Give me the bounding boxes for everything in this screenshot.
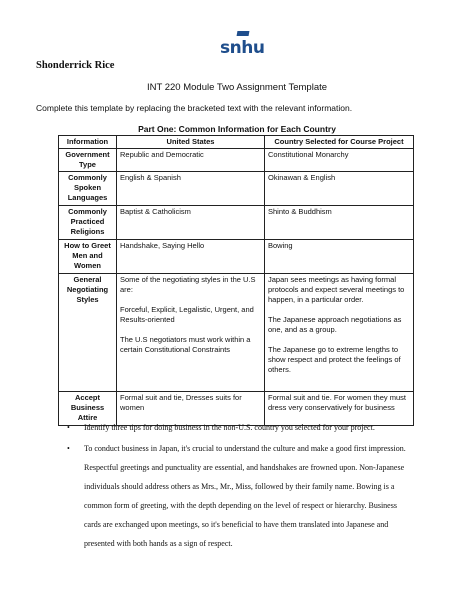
table-row bbox=[59, 172, 414, 206]
cell-selected-country bbox=[265, 240, 414, 274]
cell-united-states bbox=[117, 274, 265, 392]
cell-paragraph: Japan sees meetings as having formal protocols and expect several meetings to happen, in a particular order. bbox=[268, 275, 405, 304]
cell-paragraph: Baptist & Catholicism bbox=[120, 207, 191, 216]
bullet-icon: • bbox=[67, 423, 70, 432]
cell-paragraph: English & Spanish bbox=[120, 173, 181, 182]
cell-selected-country bbox=[265, 274, 414, 392]
list-item bbox=[64, 439, 414, 553]
cell-paragraph: Formal suit and tie, Dresses suits for women bbox=[120, 393, 242, 412]
cell-selected-country bbox=[265, 172, 414, 206]
row-label: Accept Business Attire bbox=[59, 392, 117, 426]
cell-united-states bbox=[117, 206, 265, 240]
table-body bbox=[59, 149, 414, 426]
bullet-text: To conduct business in Japan, it's crucial to understand the culture and make a good first impression. Respectful greetings and punctuality are essential, and handshakes are frowned upon. Non-Japanese individuals should address others as Mrs., Mr., Miss, followed by their family name. Bowing is a common form of greeting, with the depth depending on the level of respect or hierarchy. Business cards are exchanged upon meetings, so it's beneficial to have them translated into Japanese and presented with both hands as a sign of respect. bbox=[84, 444, 406, 548]
row-label: How to Greet Men and Women bbox=[59, 240, 117, 274]
document-title: INT 220 Module Two Assignment Template bbox=[146, 82, 328, 93]
snhu-logo bbox=[220, 32, 264, 58]
row-label: General Negotiating Styles bbox=[59, 274, 117, 392]
table-row bbox=[59, 149, 414, 172]
table-row bbox=[59, 274, 414, 392]
list-item bbox=[64, 418, 414, 437]
header-united-states: United States bbox=[117, 136, 265, 149]
bullet-text: Identify three tips for doing business in the non-U.S. country you selected for your project. bbox=[84, 423, 375, 432]
tips-list bbox=[64, 418, 414, 555]
graduation-cap-icon bbox=[237, 31, 250, 36]
cell-paragraph: Handshake, Saying Hello bbox=[120, 241, 205, 250]
table-row bbox=[59, 206, 414, 240]
part-one-title: Part One: Common Information for Each Country bbox=[138, 124, 336, 134]
row-label: Commonly Spoken Languages bbox=[59, 172, 117, 206]
cell-selected-country bbox=[265, 149, 414, 172]
cell-united-states bbox=[117, 240, 265, 274]
row-label: Commonly Practiced Religions bbox=[59, 206, 117, 240]
cell-selected-country bbox=[265, 206, 414, 240]
table-header-row bbox=[59, 136, 414, 149]
cell-united-states bbox=[117, 172, 265, 206]
instructions-text: Complete this template by replacing the bracketed text with the relevant information. bbox=[36, 103, 353, 113]
bullet-icon: • bbox=[67, 444, 70, 453]
header-information: Information bbox=[59, 136, 117, 149]
cell-paragraph: Formal suit and tie. For women they must dress very conservatively for business bbox=[268, 393, 406, 412]
cell-paragraph: Bowing bbox=[268, 241, 293, 250]
row-label: Government Type bbox=[59, 149, 117, 172]
cell-paragraph: The Japanese approach negotiations as one, and as a group. bbox=[268, 315, 402, 334]
table-row bbox=[59, 240, 414, 274]
cell-united-states bbox=[117, 149, 265, 172]
author-name: Shonderrick Rice bbox=[36, 60, 115, 71]
logo-text: snhu bbox=[220, 38, 265, 58]
cell-paragraph: Shinto & Buddhism bbox=[268, 207, 332, 216]
cell-paragraph: Some of the negotiating styles in the U.S are: bbox=[120, 275, 256, 294]
cell-paragraph: Forceful, Explicit, Legalistic, Urgent, and Results-oriented bbox=[120, 305, 254, 324]
country-comparison-table bbox=[58, 135, 414, 426]
cell-paragraph: Constitutional Monarchy bbox=[268, 150, 349, 159]
cell-paragraph: The U.S negotiators must work within a certain Constitutional Constraints bbox=[120, 335, 251, 354]
cell-paragraph: The Japanese go to extreme lengths to show respect and protect the feelings of others. bbox=[268, 345, 401, 374]
cell-paragraph: Republic and Democratic bbox=[120, 150, 204, 159]
cell-paragraph: Okinawan & English bbox=[268, 173, 336, 182]
header-selected-country: Country Selected for Course Project bbox=[265, 136, 414, 149]
